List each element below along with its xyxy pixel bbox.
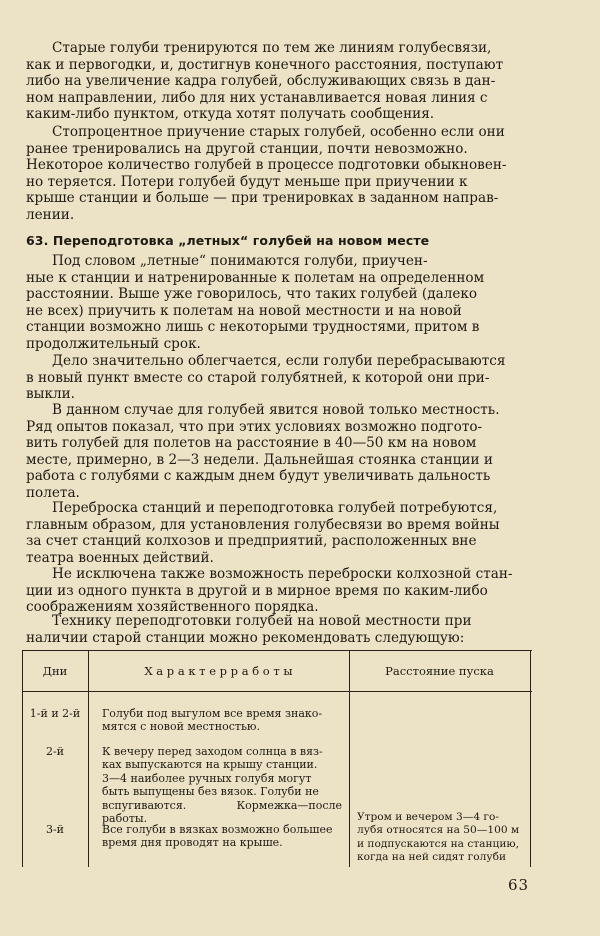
paragraph-4: Дело значительно облегчается, если голуби перебрасываются в новый пункт вместе со старой голубятней, к которой они при- выкли. bbox=[26, 353, 506, 403]
row-2-day: 2-й bbox=[45, 745, 65, 758]
paragraph-2: Стопроцентное приучение старых голубей, особенно если они ранее тренировались на другой станции, почти невозможно. Некоторое количество голубей в процессе подготовки обыкновен- но теряется. Потери голубей будут меньше при приучении к крыше станции и больше — при тренировках в заданном направ- лении. bbox=[26, 124, 507, 223]
row-1-day: 1-й и 2-й bbox=[29, 707, 81, 720]
section-heading: 63. Переподготовка „летных“ голубей на новом месте bbox=[26, 233, 430, 248]
paragraph-5: В данном случае для голубей явится новой только местность. Ряд опытов показал, что при этих условиях возможно подгото- вить голубей для полетов на расстояние в 40—50 км на новом месте, примерно, в 2—3 недели. Дальнейшая стоянка станции и работа с голубями с каждым днем будут увеличивать дальность полета. bbox=[26, 402, 500, 501]
paragraph-1: Старые голуби тренируются по тем же линиям голубесвязи, как и первогодки, и, достигнув конечного расстояния, поступают либо на увеличение кадра голубей, обслуживающих связь в дан- ном направлении, либо для них устанавливается новая линия с каким-либо пунктом, откуда хотят получать сообщения. bbox=[26, 40, 504, 123]
paragraph-8: Технику переподготовки голубей на новой местности при наличии старой станции можно рекомендовать следующую: bbox=[26, 613, 472, 646]
header-work: Х а р а к т е р р а б о т ы bbox=[144, 664, 293, 678]
page-number: 63 bbox=[508, 876, 530, 894]
paragraph-7: Не исключена также возможность переброски колхозной стан- ции из одного пункта в другой и в мирное время по каким-либо соображениям хозяйственного порядка. bbox=[26, 566, 513, 616]
training-table bbox=[22, 650, 532, 867]
paragraph-6: Переброска станций и переподготовка голубей потребуются, главным образом, для установления голубесвязи во время войны за счет станций колхозов и предприятий, расположенных вне театра военных действий. bbox=[26, 500, 500, 566]
header-distance: Расстояние пуска bbox=[385, 664, 494, 678]
row-3-distance: Утром и вечером 3—4 го- лубя относятся на 50—100 м и подпускаются на станцию, когда на ней сидят голуби bbox=[357, 811, 520, 864]
row-2-work: К вечеру перед заходом солнца в вяз- ках выпускаются на крышу станции. 3—4 наиболее ручных голубя могут быть выпущены без вязок. Голуби не вспугиваются. Кормежка—после работы. bbox=[102, 745, 342, 826]
row-3-work: Все голуби в вязках возможно большее время дня проводят на крыше. bbox=[102, 823, 333, 850]
header-days: Дни bbox=[42, 664, 68, 678]
paragraph-3: Под словом „летные“ понимаются голуби, приучен- ные к станции и натренированные к полетам на определенном расстоянии. Выше уже говорилось, что таких голубей (далеко не всех) приучить к полетам на новой местности и на новой станции возможно лишь с некоторыми трудностями, притом в продолжительный срок. bbox=[26, 253, 485, 352]
row-1-work: Голуби под выгулом все время знако- мятся с новой местностью. bbox=[102, 707, 323, 734]
row-3-day: 3-й bbox=[45, 823, 65, 836]
